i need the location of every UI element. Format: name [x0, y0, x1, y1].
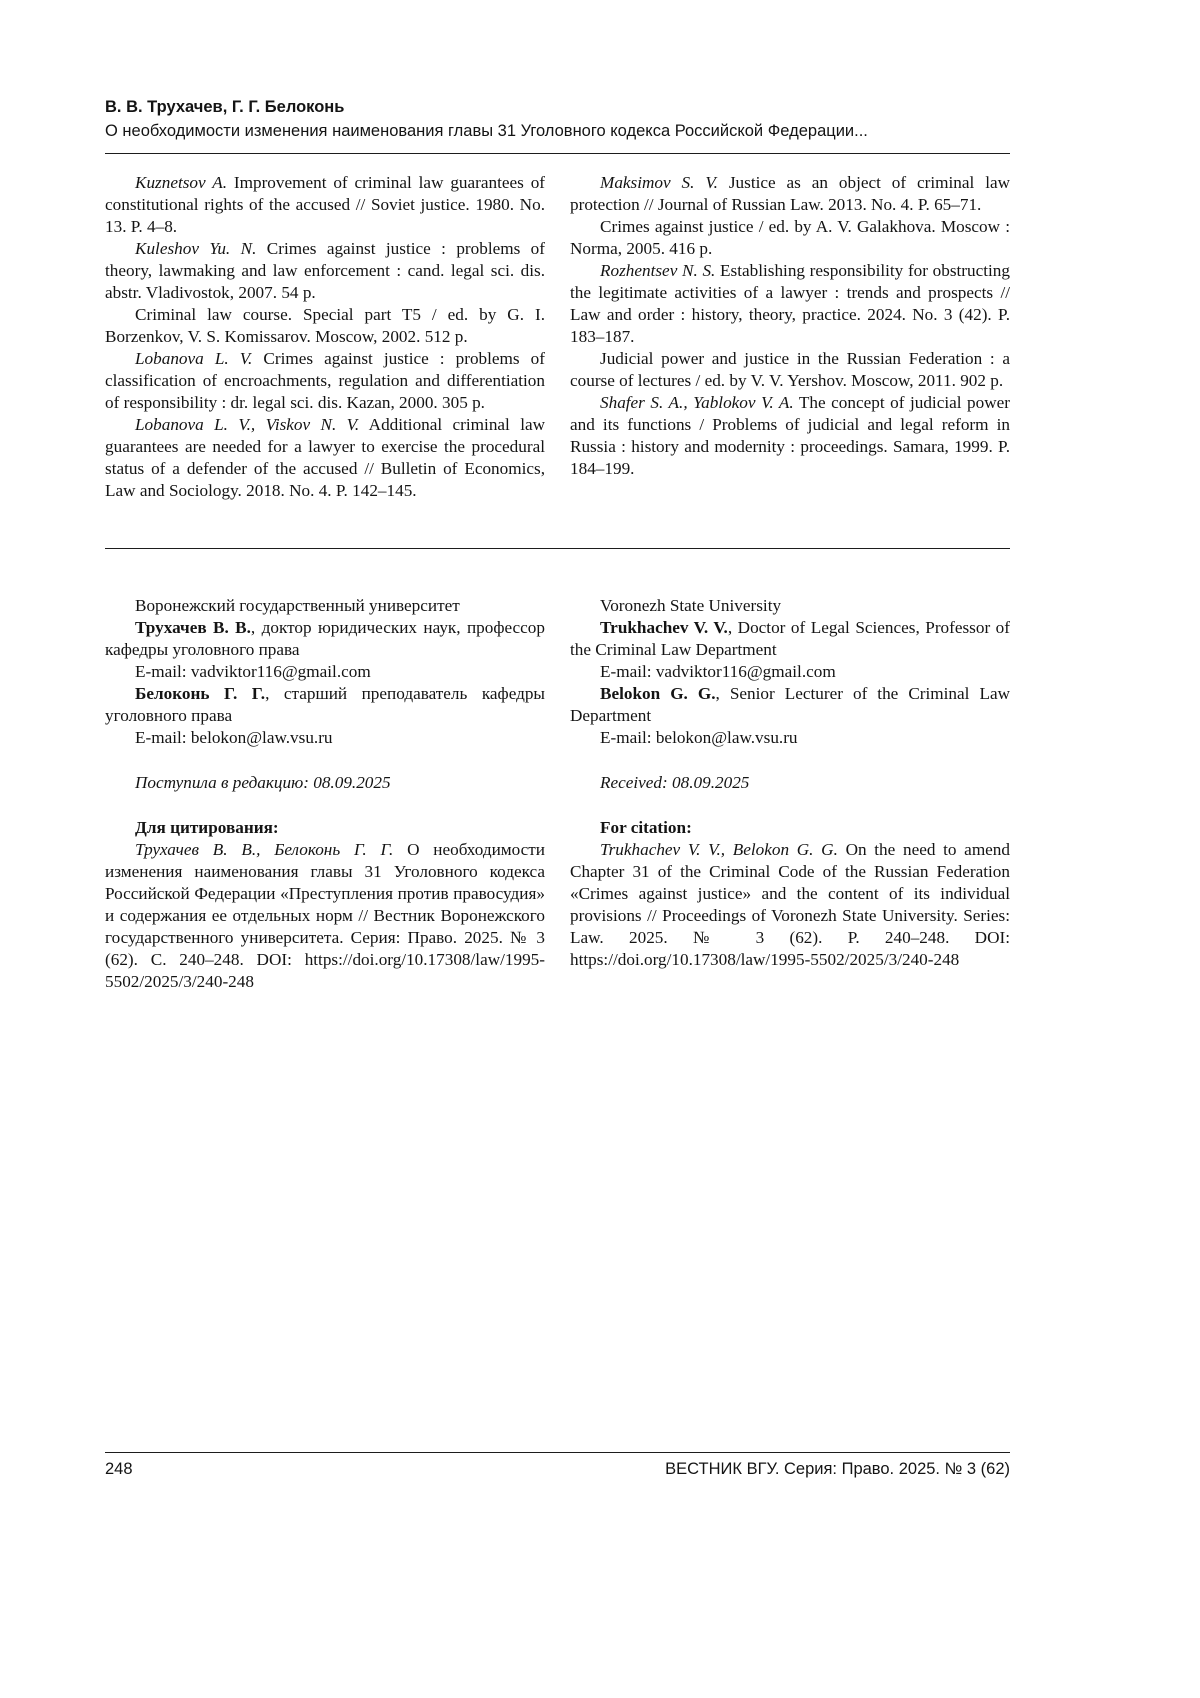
- author-email: E-mail: belokon@law.vsu.ru: [135, 728, 333, 748]
- reference-item: [105, 304, 545, 348]
- reference-author: Kuznetsov A.: [135, 172, 228, 192]
- reference-item: [570, 260, 1010, 348]
- reference-item: [105, 238, 545, 304]
- reference-author: Kuleshov Yu. N.: [135, 238, 257, 258]
- page-number: 248: [105, 1460, 133, 1478]
- received-date-en: Received: 08.09.2025: [600, 773, 750, 793]
- section-divider: [105, 548, 1010, 549]
- author-line: [570, 683, 1010, 727]
- citation-text: On the need to amend Chapter 31 of the Criminal Code of the Russian Federation «Crimes against justice» and the content of its individual provisions // Proceedings of Voronezh State University. Series: Law. 2025. № 3 (62). P. 240–248. DOI: https://doi.org/10.17308/law/1995-5502/2025/3/240-248: [570, 840, 1010, 970]
- reference-text: Improvement of criminal law guarantees of constitutional rights of the accused // Soviet justice. 1980. No. 13. P. 4–8.: [105, 172, 546, 236]
- author-role: , Senior Lecturer of the Criminal Law Department: [570, 684, 1010, 726]
- reference-text: Crimes against justice : problems of theory, lawmaking and law enforcement : cand. legal sci. dis. abstr. Vladivostok, 2007. 54 p.: [105, 238, 545, 302]
- reference-item: [105, 414, 545, 502]
- reference-text: Additional criminal law guarantees are needed for a lawyer to exercise the procedural status of a defender of the accused // Bulletin of Economics, Law and Sociology. 2018. No. 4. P. 142–145.: [105, 415, 546, 501]
- reference-author: Lobanova L. V.: [135, 348, 253, 368]
- reference-author: Lobanova L. V., Viskov N. V.: [135, 415, 360, 435]
- author-role: , старший преподаватель кафедры уголовного права: [105, 684, 545, 726]
- reference-text: Judicial power and justice in the Russian Federation : a course of lectures / ed. by V. V. Yershov. Moscow, 2011. 902 p.: [570, 348, 1010, 390]
- reference-item: [570, 216, 1010, 260]
- reference-item: [105, 348, 545, 414]
- citation-label-en: For citation:: [600, 818, 692, 838]
- affiliation-column-ru: [105, 595, 545, 993]
- reference-item: [570, 392, 1010, 480]
- author-line: [105, 617, 545, 661]
- reference-item: [570, 348, 1010, 392]
- university-name-en: Voronezh State University: [600, 596, 782, 616]
- reference-text: Crimes against justice : problems of classification of encroachments, regulation and differentiation of responsibility : dr. legal sci. dis. Kazan, 2000. 305 p.: [105, 348, 545, 412]
- page-footer: [105, 1452, 1010, 1479]
- running-head-authors: В. В. Трухачев, Г. Г. Белоконь: [105, 98, 345, 116]
- reference-author: Rozhentsev N. S.: [600, 260, 716, 280]
- citation-label-ru: Для цитирования:: [135, 818, 279, 838]
- citation-paragraph-en: [570, 839, 1010, 971]
- author-name: Белоконь Г. Г.: [135, 684, 266, 704]
- citation-authors: Трухачев В. В., Белоконь Г. Г.: [135, 840, 394, 860]
- references-section: [105, 172, 1010, 502]
- page-content: [105, 0, 1010, 993]
- reference-text: Criminal law course. Special part T5 / ed. by G. I. Borzenkov, V. S. Komissarov. Moscow, 2002. 512 p.: [105, 304, 545, 346]
- reference-text: The concept of judicial power and its functions / Problems of judicial and legal reform in Russia : history and modernity : proceedings. Samara, 1999. P. 184–199.: [570, 393, 1011, 479]
- citation-authors: Trukhachev V. V., Belokon G. G.: [600, 840, 838, 860]
- author-name: Трухачев В. В.: [135, 618, 251, 638]
- affiliation-section: [105, 595, 1010, 993]
- citation-text: О необходимости изменения наименования главы 31 Уголовного кодекса Российской Федерации «Преступления против правосудия» и содержания ее отдельных норм // Вестник Воронежского государственного университета. Серия: Право. 2025. № 3 (62). С. 240–248. DOI: https://doi.org/10.17308/law/1995-5502/2025/3/240-248: [105, 840, 546, 992]
- university-name-ru: Воронежский государственный университет: [135, 596, 460, 616]
- author-name: Belokon G. G.: [600, 684, 716, 704]
- author-role: , доктор юридических наук, профессор кафедры уголовного права: [105, 618, 545, 660]
- reference-text: Crimes against justice / ed. by A. V. Galakhova. Moscow : Norma, 2005. 416 p.: [570, 216, 1010, 258]
- reference-author: Shafer S. A., Yablokov V. A.: [600, 393, 794, 412]
- author-email: E-mail: belokon@law.vsu.ru: [600, 728, 798, 748]
- running-head: [105, 96, 1010, 154]
- reference-author: Maksimov S. V.: [600, 172, 718, 192]
- author-line: [105, 683, 545, 727]
- author-role: , Doctor of Legal Sciences, Professor of the Criminal Law Department: [570, 618, 1010, 660]
- citation-paragraph-ru: [105, 839, 545, 993]
- affiliation-column-en: [570, 595, 1010, 993]
- journal-line: ВЕСТНИК ВГУ. Серия: Право. 2025. № 3 (62): [665, 1460, 1010, 1478]
- references-column-left: [105, 172, 545, 502]
- author-name: Trukhachev V. V.: [600, 618, 728, 638]
- received-date-ru: Поступила в редакцию: 08.09.2025: [135, 773, 391, 793]
- reference-item: [570, 172, 1010, 216]
- reference-item: [105, 172, 545, 238]
- author-email: E-mail: vadviktor116@gmail.com: [600, 662, 836, 682]
- author-line: [570, 617, 1010, 661]
- author-email: E-mail: vadviktor116@gmail.com: [135, 662, 371, 682]
- references-column-right: [570, 172, 1010, 502]
- reference-text: Establishing responsibility for obstructing the legitimate activities of a lawyer : trends and prospects // Law and order : history, theory, practice. 2024. No. 3 (42). P. 183–187.: [570, 260, 1010, 346]
- reference-text: Justice as an object of criminal law protection // Journal of Russian Law. 2013. No. 4. P. 65–71.: [570, 172, 1011, 214]
- running-head-title: О необходимости изменения наименования главы 31 Уголовного кодекса Российской Федерации...: [105, 121, 868, 140]
